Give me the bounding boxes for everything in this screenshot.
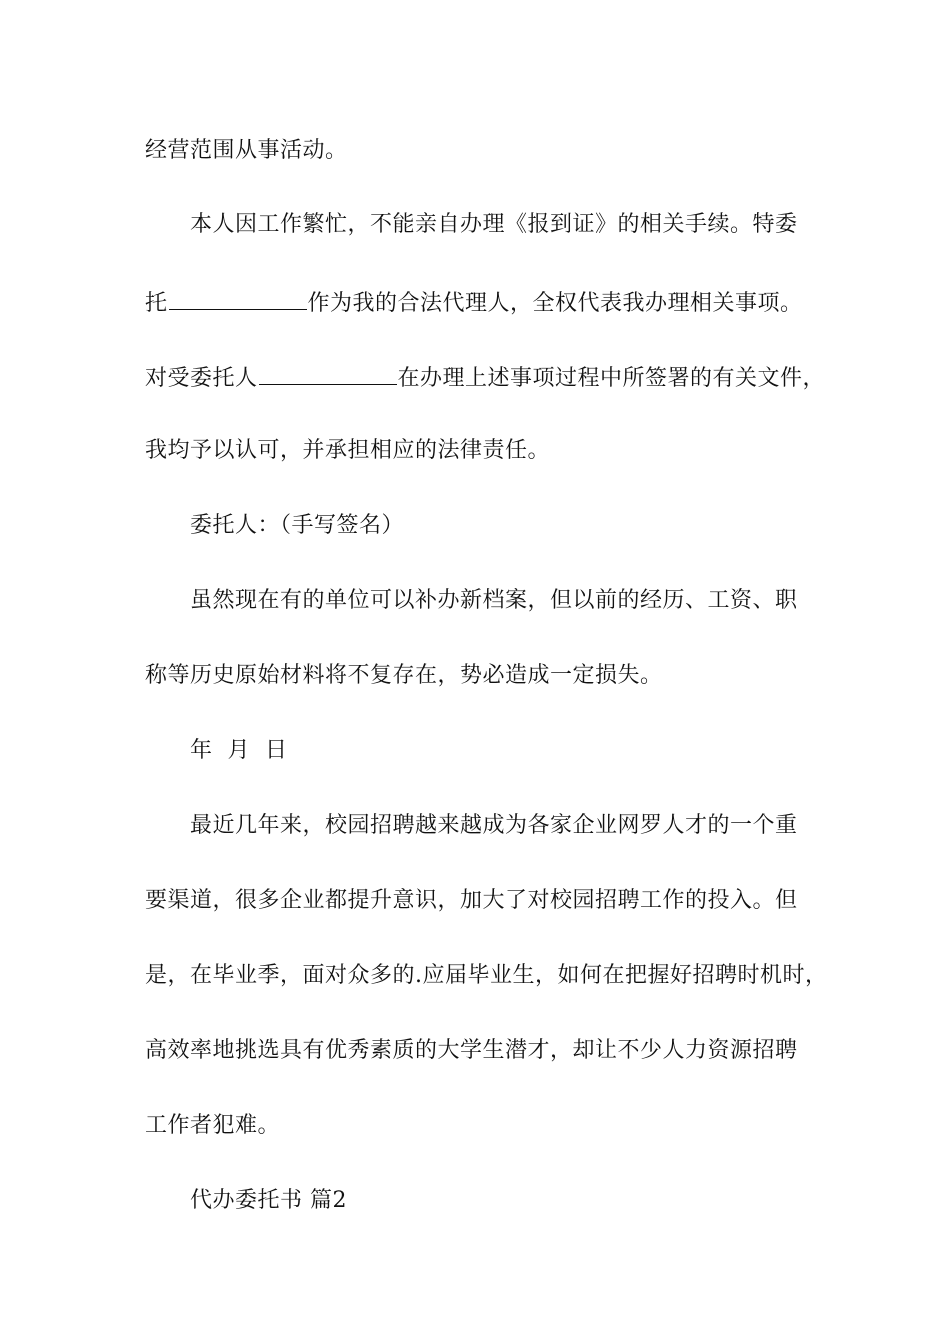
paragraph-line: 本人因工作繁忙，不能亲自办理《报到证》的相关手续。特委 — [190, 212, 798, 237]
text-segment: 托 — [145, 291, 168, 316]
paragraph-line: 高效率地挑选具有优秀素质的大学生潜才，却让不少人力资源招聘 — [145, 1038, 798, 1063]
paragraph-line: 最近几年来，校园招聘越来越成为各家企业网罗人才的一个重 — [190, 813, 798, 838]
date-line: 年 月 日 — [190, 738, 288, 763]
signature-line: 委托人：（手写签名） — [190, 513, 405, 538]
paragraph-line: 我均予以认可，并承担相应的法律责任。 — [145, 438, 551, 463]
paragraph-line: 虽然现在有的单位可以补办新档案，但以前的经历、工资、职 — [190, 588, 798, 613]
section-heading: 代办委托书 篇2 — [190, 1188, 347, 1213]
paragraph-line: 经营范围从事活动。 — [145, 138, 348, 163]
text-segment: 对受委托人 — [145, 366, 258, 391]
paragraph-line — [145, 281, 825, 321]
paragraph-line — [145, 356, 825, 396]
paragraph-line: 要渠道，很多企业都提升意识，加大了对校园招聘工作的投入。但 — [145, 888, 798, 913]
paragraph-line: 是，在毕业季，面对众多的.应届毕业生，如何在把握好招聘时机时， — [145, 963, 828, 988]
fill-in-blank — [169, 281, 307, 310]
text-segment: 作为我的合法代理人，全权代表我办理相关事项。 — [307, 291, 803, 316]
paragraph-line: 工作者犯难。 — [145, 1113, 281, 1138]
paragraph-line: 称等历史原始材料将不复存在，势必造成一定损失。 — [145, 663, 663, 688]
text-segment: 在办理上述事项过程中所签署的有关文件， — [397, 366, 826, 391]
fill-in-blank — [259, 356, 397, 385]
